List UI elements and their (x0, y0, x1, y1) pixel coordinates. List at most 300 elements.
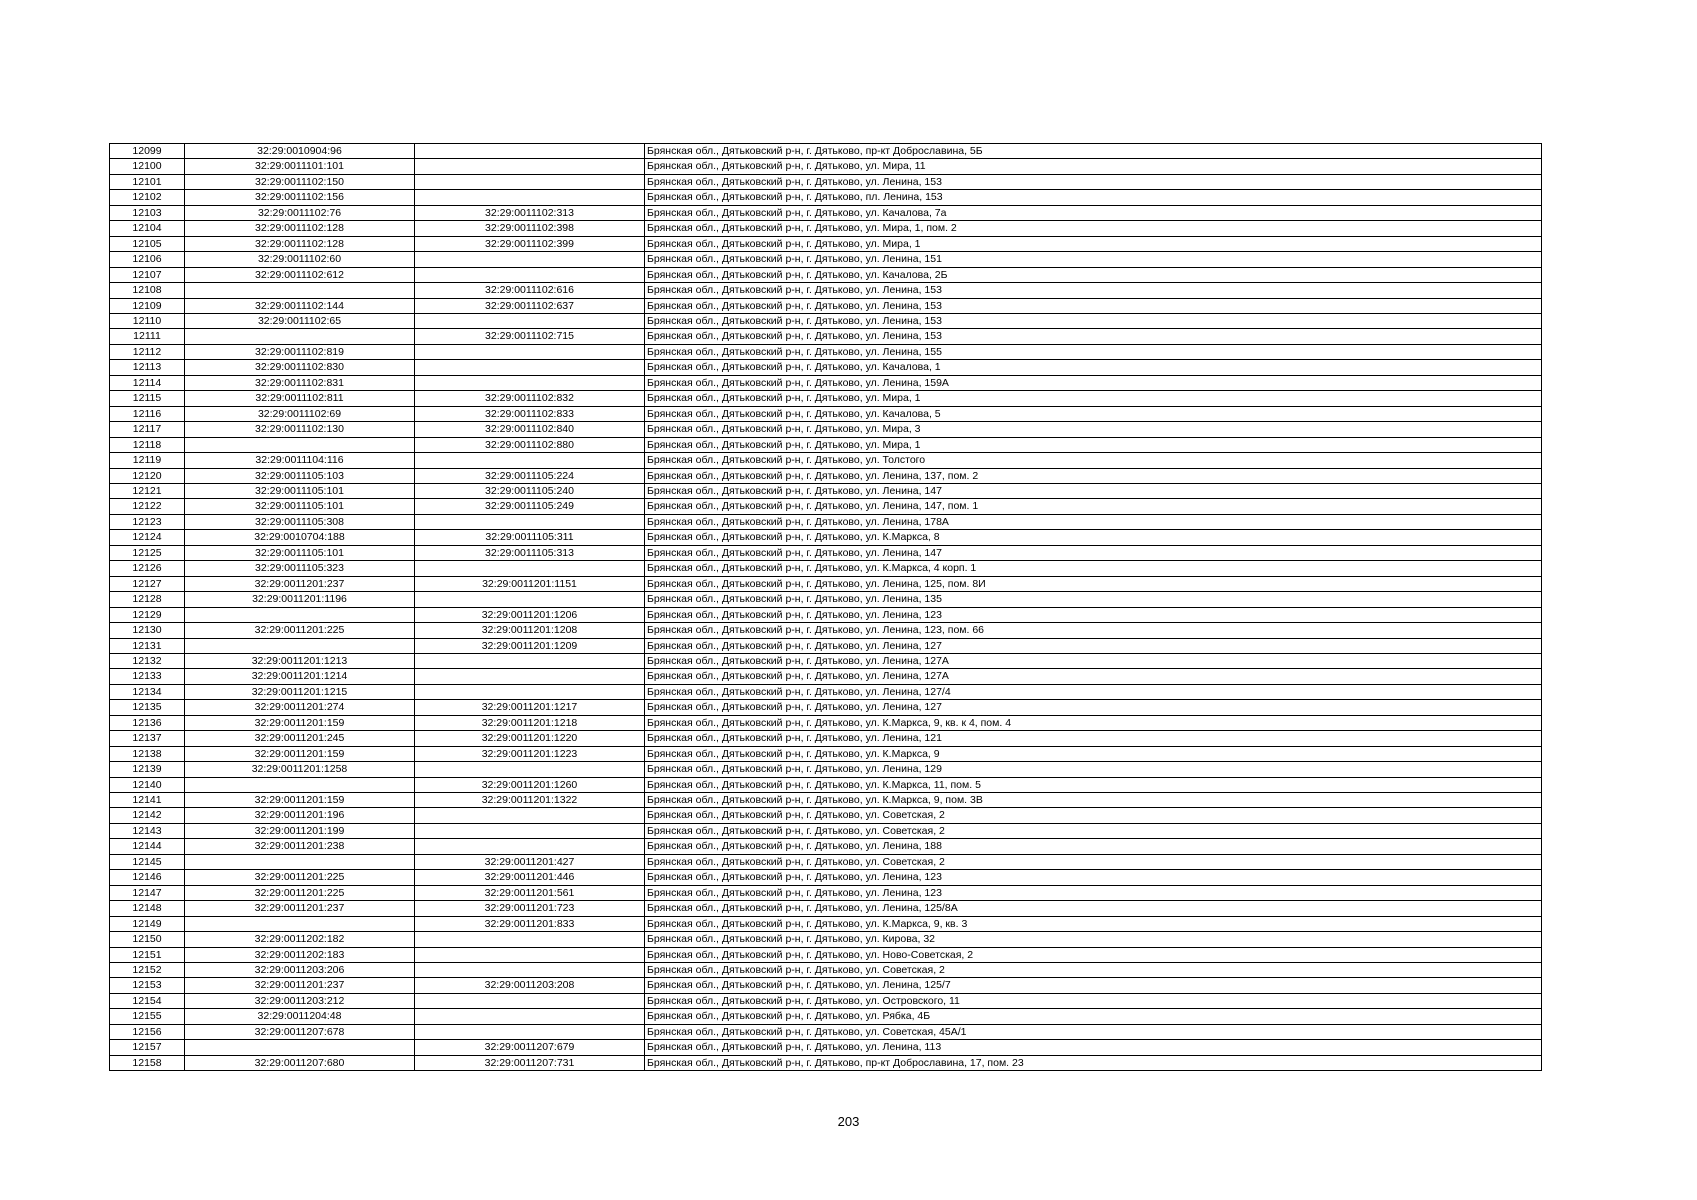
row-number-cell: 12149 (110, 916, 185, 931)
object-cadastral-number-cell: 32:29:0011105:313 (415, 545, 645, 560)
object-cadastral-number-cell (415, 653, 645, 668)
row-number-cell: 12121 (110, 483, 185, 498)
object-cadastral-number-cell (415, 453, 645, 468)
table-row (110, 360, 1542, 375)
object-cadastral-number-cell: 32:29:0011201:446 (415, 870, 645, 885)
land-cadastral-number-cell: 32:29:0011102:150 (185, 174, 415, 189)
row-number-cell: 12131 (110, 638, 185, 653)
address-cell: Брянская обл., Дятьковский р-н, г. Дятьково, ул. Советская, 2 (645, 963, 1542, 978)
object-cadastral-number-cell: 32:29:0011207:679 (415, 1040, 645, 1055)
object-cadastral-number-cell (415, 375, 645, 390)
row-number-cell: 12108 (110, 283, 185, 298)
land-cadastral-number-cell: 32:29:0011105:101 (185, 483, 415, 498)
row-number-cell: 12116 (110, 406, 185, 421)
land-cadastral-number-cell: 32:29:0011105:323 (185, 561, 415, 576)
land-cadastral-number-cell: 32:29:0011201:237 (185, 576, 415, 591)
object-cadastral-number-cell (415, 159, 645, 174)
object-cadastral-number-cell: 32:29:0011201:1209 (415, 638, 645, 653)
land-cadastral-number-cell: 32:29:0011201:199 (185, 823, 415, 838)
table-row (110, 653, 1542, 668)
object-cadastral-number-cell: 32:29:0011102:637 (415, 298, 645, 313)
address-cell: Брянская обл., Дятьковский р-н, г. Дятьково, ул. Качалова, 5 (645, 406, 1542, 421)
address-cell: Брянская обл., Дятьковский р-н, г. Дятьково, ул. Мира, 11 (645, 159, 1542, 174)
address-cell: Брянская обл., Дятьковский р-н, г. Дятьково, пр-кт Доброславина, 5Б (645, 144, 1542, 159)
land-cadastral-number-cell: 32:29:0011201:225 (185, 870, 415, 885)
row-number-cell: 12119 (110, 453, 185, 468)
object-cadastral-number-cell: 32:29:0011105:224 (415, 468, 645, 483)
object-cadastral-number-cell: 32:29:0011201:833 (415, 916, 645, 931)
row-number-cell: 12143 (110, 823, 185, 838)
land-cadastral-number-cell: 32:29:0011201:225 (185, 885, 415, 900)
land-cadastral-number-cell: 32:29:0011102:65 (185, 313, 415, 328)
address-cell: Брянская обл., Дятьковский р-н, г. Дятьково, ул. Ленина, 159А (645, 375, 1542, 390)
row-number-cell: 12102 (110, 190, 185, 205)
object-cadastral-number-cell: 32:29:0011102:832 (415, 391, 645, 406)
row-number-cell: 12111 (110, 329, 185, 344)
table-row (110, 159, 1542, 174)
row-number-cell: 12158 (110, 1055, 185, 1070)
address-cell: Брянская обл., Дятьковский р-н, г. Дятьково, ул. Ленина, 153 (645, 313, 1542, 328)
address-cell: Брянская обл., Дятьковский р-н, г. Дятьково, ул. Советская, 45А/1 (645, 1024, 1542, 1039)
object-cadastral-number-cell: 32:29:0011201:1218 (415, 715, 645, 730)
address-cell: Брянская обл., Дятьковский р-н, г. Дятьково, ул. Ленина, 125/8А (645, 901, 1542, 916)
land-cadastral-number-cell: 32:29:0011201:237 (185, 901, 415, 916)
table-row (110, 623, 1542, 638)
address-cell: Брянская обл., Дятьковский р-н, г. Дятьково, ул. Ленина, 137, пом. 2 (645, 468, 1542, 483)
land-cadastral-number-cell (185, 283, 415, 298)
land-cadastral-number-cell: 32:29:0011102:128 (185, 236, 415, 251)
land-cadastral-number-cell: 32:29:0011102:156 (185, 190, 415, 205)
row-number-cell: 12156 (110, 1024, 185, 1039)
object-cadastral-number-cell (415, 313, 645, 328)
address-cell: Брянская обл., Дятьковский р-н, г. Дятьково, ул. Мира, 1 (645, 391, 1542, 406)
table-row (110, 808, 1542, 823)
land-cadastral-number-cell: 32:29:0011102:612 (185, 267, 415, 282)
object-cadastral-number-cell: 32:29:0011105:249 (415, 499, 645, 514)
object-cadastral-number-cell: 32:29:0011105:311 (415, 530, 645, 545)
land-cadastral-number-cell: 32:29:0011201:1215 (185, 684, 415, 699)
row-number-cell: 12117 (110, 422, 185, 437)
object-cadastral-number-cell: 32:29:0011201:1208 (415, 623, 645, 638)
land-cadastral-number-cell: 32:29:0011105:101 (185, 499, 415, 514)
object-cadastral-number-cell: 32:29:0011105:240 (415, 483, 645, 498)
table-row (110, 422, 1542, 437)
object-cadastral-number-cell: 32:29:0011102:715 (415, 329, 645, 344)
land-cadastral-number-cell (185, 607, 415, 622)
table-row (110, 190, 1542, 205)
land-cadastral-number-cell: 32:29:0011105:103 (185, 468, 415, 483)
object-cadastral-number-cell (415, 993, 645, 1008)
table-row (110, 252, 1542, 267)
object-cadastral-number-cell: 32:29:0011201:561 (415, 885, 645, 900)
object-cadastral-number-cell (415, 823, 645, 838)
row-number-cell: 12155 (110, 1009, 185, 1024)
object-cadastral-number-cell (415, 190, 645, 205)
table-row (110, 592, 1542, 607)
table-row (110, 437, 1542, 452)
row-number-cell: 12132 (110, 653, 185, 668)
land-cadastral-number-cell: 32:29:0011207:680 (185, 1055, 415, 1070)
table-row (110, 839, 1542, 854)
land-cadastral-number-cell: 32:29:0011201:159 (185, 793, 415, 808)
row-number-cell: 12129 (110, 607, 185, 622)
row-number-cell: 12136 (110, 715, 185, 730)
address-cell: Брянская обл., Дятьковский р-н, г. Дятьково, ул. Ленина, 153 (645, 283, 1542, 298)
row-number-cell: 12107 (110, 267, 185, 282)
table-row (110, 205, 1542, 220)
row-number-cell: 12146 (110, 870, 185, 885)
row-number-cell: 12153 (110, 978, 185, 993)
row-number-cell: 12124 (110, 530, 185, 545)
object-cadastral-number-cell: 32:29:0011102:399 (415, 236, 645, 251)
row-number-cell: 12147 (110, 885, 185, 900)
land-cadastral-number-cell: 32:29:0011207:678 (185, 1024, 415, 1039)
row-number-cell: 12122 (110, 499, 185, 514)
land-cadastral-number-cell: 32:29:0011102:819 (185, 344, 415, 359)
table-row (110, 144, 1542, 159)
row-number-cell: 12112 (110, 344, 185, 359)
address-cell: Брянская обл., Дятьковский р-н, г. Дятьково, ул. Толстого (645, 453, 1542, 468)
land-cadastral-number-cell: 32:29:0011201:1196 (185, 592, 415, 607)
object-cadastral-number-cell (415, 267, 645, 282)
table-row (110, 607, 1542, 622)
object-cadastral-number-cell: 32:29:0011102:398 (415, 221, 645, 236)
land-cadastral-number-cell: 32:29:0011102:830 (185, 360, 415, 375)
table-row (110, 777, 1542, 792)
property-table (109, 143, 1542, 1071)
table-row (110, 298, 1542, 313)
land-cadastral-number-cell: 32:29:0010904:96 (185, 144, 415, 159)
row-number-cell: 12115 (110, 391, 185, 406)
row-number-cell: 12137 (110, 731, 185, 746)
row-number-cell: 12134 (110, 684, 185, 699)
table-row (110, 715, 1542, 730)
address-cell: Брянская обл., Дятьковский р-н, г. Дятьково, ул. Качалова, 2Б (645, 267, 1542, 282)
land-cadastral-number-cell (185, 916, 415, 931)
row-number-cell: 12152 (110, 963, 185, 978)
object-cadastral-number-cell (415, 839, 645, 854)
row-number-cell: 12104 (110, 221, 185, 236)
address-cell: Брянская обл., Дятьковский р-н, г. Дятьково, ул. К.Маркса, 11, пом. 5 (645, 777, 1542, 792)
table-row (110, 1024, 1542, 1039)
table-row (110, 545, 1542, 560)
object-cadastral-number-cell: 32:29:0011203:208 (415, 978, 645, 993)
table-row (110, 329, 1542, 344)
row-number-cell: 12126 (110, 561, 185, 576)
land-cadastral-number-cell: 32:29:0011201:1213 (185, 653, 415, 668)
object-cadastral-number-cell: 32:29:0011201:1151 (415, 576, 645, 591)
table-row (110, 530, 1542, 545)
row-number-cell: 12123 (110, 514, 185, 529)
land-cadastral-number-cell: 32:29:0011201:196 (185, 808, 415, 823)
object-cadastral-number-cell (415, 669, 645, 684)
address-cell: Брянская обл., Дятьковский р-н, г. Дятьково, ул. Советская, 2 (645, 808, 1542, 823)
address-cell: Брянская обл., Дятьковский р-н, г. Дятьково, ул. Ленина, 127А (645, 653, 1542, 668)
row-number-cell: 12100 (110, 159, 185, 174)
table-row (110, 499, 1542, 514)
table-row (110, 1040, 1542, 1055)
object-cadastral-number-cell (415, 144, 645, 159)
address-cell: Брянская обл., Дятьковский р-н, г. Дятьково, ул. Островского, 11 (645, 993, 1542, 1008)
address-cell: Брянская обл., Дятьковский р-н, г. Дятьково, ул. Ленина, 121 (645, 731, 1542, 746)
address-cell: Брянская обл., Дятьковский р-н, г. Дятьково, ул. Ленина, 151 (645, 252, 1542, 267)
row-number-cell: 12101 (110, 174, 185, 189)
table-row (110, 174, 1542, 189)
address-cell: Брянская обл., Дятьковский р-н, г. Дятьково, ул. Ленина, 188 (645, 839, 1542, 854)
row-number-cell: 12127 (110, 576, 185, 591)
land-cadastral-number-cell: 32:29:0011201:237 (185, 978, 415, 993)
land-cadastral-number-cell: 32:29:0011203:206 (185, 963, 415, 978)
land-cadastral-number-cell: 32:29:0011201:274 (185, 700, 415, 715)
address-cell: Брянская обл., Дятьковский р-н, г. Дятьково, ул. Ленина, 153 (645, 174, 1542, 189)
address-cell: Брянская обл., Дятьковский р-н, г. Дятьково, ул. Ленина, 153 (645, 329, 1542, 344)
land-cadastral-number-cell: 32:29:0011105:101 (185, 545, 415, 560)
object-cadastral-number-cell: 32:29:0011201:1260 (415, 777, 645, 792)
table-row (110, 391, 1542, 406)
table-row (110, 406, 1542, 421)
address-cell: Брянская обл., Дятьковский р-н, г. Дятьково, ул. Ленина, 123 (645, 885, 1542, 900)
address-cell: Брянская обл., Дятьковский р-н, г. Дятьково, ул. Мира, 1 (645, 437, 1542, 452)
table-row (110, 283, 1542, 298)
address-cell: Брянская обл., Дятьковский р-н, г. Дятьково, ул. Качалова, 1 (645, 360, 1542, 375)
row-number-cell: 12103 (110, 205, 185, 220)
table-row (110, 932, 1542, 947)
object-cadastral-number-cell (415, 1024, 645, 1039)
land-cadastral-number-cell (185, 1040, 415, 1055)
address-cell: Брянская обл., Дятьковский р-н, г. Дятьково, ул. Ленина, 123 (645, 607, 1542, 622)
object-cadastral-number-cell (415, 174, 645, 189)
table-row (110, 344, 1542, 359)
row-number-cell: 12154 (110, 993, 185, 1008)
object-cadastral-number-cell (415, 252, 645, 267)
table-row (110, 514, 1542, 529)
address-cell: Брянская обл., Дятьковский р-н, г. Дятьково, ул. Ленина, 127А (645, 669, 1542, 684)
land-cadastral-number-cell: 32:29:0011102:831 (185, 375, 415, 390)
object-cadastral-number-cell: 32:29:0011201:427 (415, 854, 645, 869)
object-cadastral-number-cell (415, 762, 645, 777)
table-row (110, 561, 1542, 576)
address-cell: Брянская обл., Дятьковский р-н, г. Дятьково, ул. Ленина, 155 (645, 344, 1542, 359)
row-number-cell: 12109 (110, 298, 185, 313)
address-cell: Брянская обл., Дятьковский р-н, г. Дятьково, ул. Кирова, 32 (645, 932, 1542, 947)
table-row (110, 870, 1542, 885)
address-cell: Брянская обл., Дятьковский р-н, г. Дятьково, ул. Ленина, 135 (645, 592, 1542, 607)
row-number-cell: 12130 (110, 623, 185, 638)
address-cell: Брянская обл., Дятьковский р-н, г. Дятьково, ул. Ленина, 153 (645, 298, 1542, 313)
address-cell: Брянская обл., Дятьковский р-н, г. Дятьково, ул. Ново-Советская, 2 (645, 947, 1542, 962)
table-row (110, 267, 1542, 282)
object-cadastral-number-cell: 32:29:0011201:1220 (415, 731, 645, 746)
land-cadastral-number-cell (185, 329, 415, 344)
land-cadastral-number-cell (185, 777, 415, 792)
row-number-cell: 12125 (110, 545, 185, 560)
address-cell: Брянская обл., Дятьковский р-н, г. Дятьково, ул. Ленина, 127/4 (645, 684, 1542, 699)
row-number-cell: 12114 (110, 375, 185, 390)
address-cell: Брянская обл., Дятьковский р-н, г. Дятьково, ул. Ленина, 125/7 (645, 978, 1542, 993)
address-cell: Брянская обл., Дятьковский р-н, г. Дятьково, ул. Мира, 1, пом. 2 (645, 221, 1542, 236)
table-row (110, 468, 1542, 483)
land-cadastral-number-cell (185, 638, 415, 653)
object-cadastral-number-cell: 32:29:0011201:1223 (415, 746, 645, 761)
table-row (110, 1055, 1542, 1070)
land-cadastral-number-cell: 32:29:0010704:188 (185, 530, 415, 545)
object-cadastral-number-cell (415, 684, 645, 699)
land-cadastral-number-cell: 32:29:0011105:308 (185, 514, 415, 529)
land-cadastral-number-cell: 32:29:0011102:76 (185, 205, 415, 220)
table-row (110, 1009, 1542, 1024)
table-row (110, 901, 1542, 916)
row-number-cell: 12105 (110, 236, 185, 251)
land-cadastral-number-cell: 32:29:0011102:144 (185, 298, 415, 313)
table-row (110, 684, 1542, 699)
address-cell: Брянская обл., Дятьковский р-н, г. Дятьково, ул. Ленина, 178А (645, 514, 1542, 529)
land-cadastral-number-cell: 32:29:0011102:60 (185, 252, 415, 267)
object-cadastral-number-cell: 32:29:0011201:723 (415, 901, 645, 916)
object-cadastral-number-cell (415, 947, 645, 962)
row-number-cell: 12135 (110, 700, 185, 715)
row-number-cell: 12139 (110, 762, 185, 777)
table-row (110, 375, 1542, 390)
table-row (110, 916, 1542, 931)
row-number-cell: 12110 (110, 313, 185, 328)
object-cadastral-number-cell (415, 932, 645, 947)
table-row (110, 993, 1542, 1008)
object-cadastral-number-cell (415, 1009, 645, 1024)
row-number-cell: 12144 (110, 839, 185, 854)
land-cadastral-number-cell: 32:29:0011203:212 (185, 993, 415, 1008)
land-cadastral-number-cell: 32:29:0011201:1258 (185, 762, 415, 777)
table-row (110, 746, 1542, 761)
land-cadastral-number-cell (185, 854, 415, 869)
land-cadastral-number-cell: 32:29:0011201:159 (185, 746, 415, 761)
row-number-cell: 12113 (110, 360, 185, 375)
object-cadastral-number-cell: 32:29:0011207:731 (415, 1055, 645, 1070)
land-cadastral-number-cell: 32:29:0011202:183 (185, 947, 415, 962)
object-cadastral-number-cell (415, 963, 645, 978)
table-row (110, 700, 1542, 715)
table-row (110, 885, 1542, 900)
address-cell: Брянская обл., Дятьковский р-н, г. Дятьково, ул. Ленина, 123 (645, 870, 1542, 885)
address-cell: Брянская обл., Дятьковский р-н, г. Дятьково, ул. Качалова, 7а (645, 205, 1542, 220)
land-cadastral-number-cell: 32:29:0011201:238 (185, 839, 415, 854)
row-number-cell: 12099 (110, 144, 185, 159)
row-number-cell: 12150 (110, 932, 185, 947)
row-number-cell: 12120 (110, 468, 185, 483)
address-cell: Брянская обл., Дятьковский р-н, г. Дятьково, ул. Ленина, 123, пом. 66 (645, 623, 1542, 638)
object-cadastral-number-cell (415, 344, 645, 359)
land-cadastral-number-cell: 32:29:0011201:245 (185, 731, 415, 746)
object-cadastral-number-cell: 32:29:0011102:840 (415, 422, 645, 437)
address-cell: Брянская обл., Дятьковский р-н, г. Дятьково, ул. Ленина, 127 (645, 638, 1542, 653)
address-cell: Брянская обл., Дятьковский р-н, г. Дятьково, ул. К.Маркса, 9, кв. к 4, пом. 4 (645, 715, 1542, 730)
land-cadastral-number-cell: 32:29:0011201:159 (185, 715, 415, 730)
address-cell: Брянская обл., Дятьковский р-н, г. Дятьково, ул. К.Маркса, 4 корп. 1 (645, 561, 1542, 576)
address-cell: Брянская обл., Дятьковский р-н, г. Дятьково, ул. Советская, 2 (645, 854, 1542, 869)
object-cadastral-number-cell: 32:29:0011102:313 (415, 205, 645, 220)
table-row (110, 823, 1542, 838)
address-cell: Брянская обл., Дятьковский р-н, г. Дятьково, ул. Ленина, 147 (645, 545, 1542, 560)
address-cell: Брянская обл., Дятьковский р-н, г. Дятьково, ул. К.Маркса, 9 (645, 746, 1542, 761)
object-cadastral-number-cell: 32:29:0011201:1217 (415, 700, 645, 715)
address-cell: Брянская обл., Дятьковский р-н, г. Дятьково, ул. Ленина, 147, пом. 1 (645, 499, 1542, 514)
table-row (110, 978, 1542, 993)
row-number-cell: 12133 (110, 669, 185, 684)
row-number-cell: 12141 (110, 793, 185, 808)
row-number-cell: 12118 (110, 437, 185, 452)
row-number-cell: 12151 (110, 947, 185, 962)
table-row (110, 221, 1542, 236)
object-cadastral-number-cell (415, 360, 645, 375)
table-row (110, 313, 1542, 328)
address-cell: Брянская обл., Дятьковский р-н, г. Дятьково, ул. Мира, 3 (645, 422, 1542, 437)
object-cadastral-number-cell: 32:29:0011102:833 (415, 406, 645, 421)
land-cadastral-number-cell: 32:29:0011104:116 (185, 453, 415, 468)
address-cell: Брянская обл., Дятьковский р-н, г. Дятьково, ул. К.Маркса, 9, пом. 3В (645, 793, 1542, 808)
land-cadastral-number-cell: 32:29:0011102:69 (185, 406, 415, 421)
land-cadastral-number-cell (185, 437, 415, 452)
table-row (110, 731, 1542, 746)
object-cadastral-number-cell (415, 514, 645, 529)
table-row (110, 793, 1542, 808)
land-cadastral-number-cell: 32:29:0011102:128 (185, 221, 415, 236)
table-row (110, 483, 1542, 498)
land-cadastral-number-cell: 32:29:0011201:1214 (185, 669, 415, 684)
land-cadastral-number-cell: 32:29:0011204:48 (185, 1009, 415, 1024)
table-row (110, 236, 1542, 251)
land-cadastral-number-cell: 32:29:0011102:130 (185, 422, 415, 437)
address-cell: Брянская обл., Дятьковский р-н, г. Дятьково, пр-кт Доброславина, 17, пом. 23 (645, 1055, 1542, 1070)
address-cell: Брянская обл., Дятьковский р-н, г. Дятьково, ул. Ленина, 127 (645, 700, 1542, 715)
address-cell: Брянская обл., Дятьковский р-н, г. Дятьково, ул. Ленина, 129 (645, 762, 1542, 777)
land-cadastral-number-cell: 32:29:0011102:811 (185, 391, 415, 406)
table-row (110, 963, 1542, 978)
row-number-cell: 12128 (110, 592, 185, 607)
row-number-cell: 12148 (110, 901, 185, 916)
land-cadastral-number-cell: 32:29:0011201:225 (185, 623, 415, 638)
object-cadastral-number-cell: 32:29:0011201:1206 (415, 607, 645, 622)
object-cadastral-number-cell: 32:29:0011102:616 (415, 283, 645, 298)
address-cell: Брянская обл., Дятьковский р-н, г. Дятьково, пл. Ленина, 153 (645, 190, 1542, 205)
row-number-cell: 12106 (110, 252, 185, 267)
row-number-cell: 12145 (110, 854, 185, 869)
address-cell: Брянская обл., Дятьковский р-н, г. Дятьково, ул. К.Маркса, 9, кв. 3 (645, 916, 1542, 931)
land-cadastral-number-cell: 32:29:0011101:101 (185, 159, 415, 174)
object-cadastral-number-cell (415, 561, 645, 576)
table-row (110, 762, 1542, 777)
table-row (110, 638, 1542, 653)
address-cell: Брянская обл., Дятьковский р-н, г. Дятьково, ул. Советская, 2 (645, 823, 1542, 838)
address-cell: Брянская обл., Дятьковский р-н, г. Дятьково, ул. Ленина, 125, пом. 8И (645, 576, 1542, 591)
table-row (110, 947, 1542, 962)
page-number: 203 (837, 1114, 860, 1129)
table-row (110, 854, 1542, 869)
address-cell: Брянская обл., Дятьковский р-н, г. Дятьково, ул. Ленина, 113 (645, 1040, 1542, 1055)
table-row (110, 453, 1542, 468)
row-number-cell: 12138 (110, 746, 185, 761)
address-cell: Брянская обл., Дятьковский р-н, г. Дятьково, ул. Рябка, 4Б (645, 1009, 1542, 1024)
object-cadastral-number-cell (415, 592, 645, 607)
land-cadastral-number-cell: 32:29:0011202:182 (185, 932, 415, 947)
table-row (110, 576, 1542, 591)
object-cadastral-number-cell: 32:29:0011102:880 (415, 437, 645, 452)
property-table-body (110, 144, 1542, 1071)
table-row (110, 669, 1542, 684)
row-number-cell: 12140 (110, 777, 185, 792)
row-number-cell: 12142 (110, 808, 185, 823)
row-number-cell: 12157 (110, 1040, 185, 1055)
address-cell: Брянская обл., Дятьковский р-н, г. Дятьково, ул. Ленина, 147 (645, 483, 1542, 498)
address-cell: Брянская обл., Дятьковский р-н, г. Дятьково, ул. Мира, 1 (645, 236, 1542, 251)
